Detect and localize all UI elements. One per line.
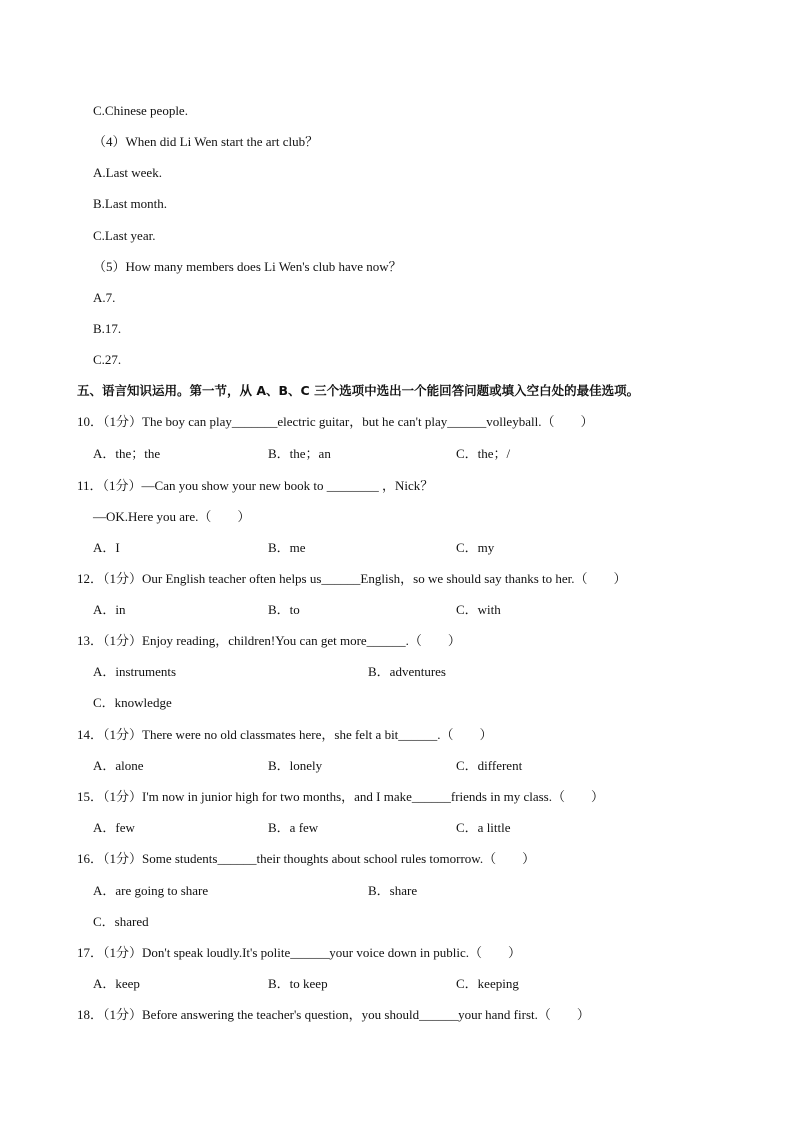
q4-stem: （4）When did Li Wen start the art club？ bbox=[93, 134, 319, 149]
q17-stem: 17．（1分）Don't speak loudly.It's polite______your voice down in public.（ ） bbox=[77, 945, 521, 960]
q16-stem: 16．（1分）Some students______their thoughts about school rules tomorrow.（ ） bbox=[77, 851, 536, 866]
q12-option-a: A．in bbox=[93, 602, 126, 617]
q13-option-c: C．knowledge bbox=[93, 695, 172, 710]
q18-stem: 18．（1分）Before answering the teacher's question，you should______your hand first.（ ） bbox=[77, 1007, 590, 1022]
q14-stem: 14．（1分）There were no old classmates here，she felt a bit______.（ ） bbox=[77, 727, 493, 742]
q13-stem: 13．（1分）Enjoy reading，children!You can get more______.（ ） bbox=[77, 633, 461, 648]
q16-option-b: B．share bbox=[368, 883, 418, 898]
q4-option-c: C.Last year. bbox=[93, 228, 156, 243]
q10-option-b: B．the；an bbox=[268, 446, 331, 461]
q11-stem: 11．（1分）—Can you show your new book to ________ ，Nick？ bbox=[77, 478, 434, 493]
q11-option-c: C．my bbox=[456, 540, 495, 555]
section-5-heading: 五、语言知识运用。第一节，从 A、B、C 三个选项中选出一个能回答问题或填入空白处的最佳选项。 bbox=[77, 383, 640, 398]
q12-stem: 12．（1分）Our English teacher often helps us______English，so we should say thanks to her.（ ） bbox=[77, 571, 627, 586]
q10-stem: 10．（1分）The boy can play_______electric guitar，but he can't play______volleyball.（ ） bbox=[77, 414, 594, 429]
q5-stem: （5）How many members does Li Wen's club have now？ bbox=[93, 259, 402, 274]
q10-option-a: A．the；the bbox=[93, 446, 161, 461]
q14-option-b: B．lonely bbox=[268, 758, 323, 773]
q16-option-c: C．shared bbox=[93, 914, 149, 929]
q13-option-a: A．instruments bbox=[93, 664, 177, 679]
q15-option-b: B．a few bbox=[268, 820, 319, 835]
q10-option-c: C．the；/ bbox=[456, 446, 511, 461]
q17-option-c: C．keeping bbox=[456, 976, 519, 991]
q14-option-a: A．alone bbox=[93, 758, 144, 773]
q17-option-b: B．to keep bbox=[268, 976, 328, 991]
q11-stem-reply: —OK.Here you are.（ ） bbox=[93, 509, 251, 524]
q17-option-a: A．keep bbox=[93, 976, 140, 991]
q3-option-c: C.Chinese people. bbox=[93, 103, 188, 118]
q15-option-a: A．few bbox=[93, 820, 135, 835]
q13-option-b: B．adventures bbox=[368, 664, 446, 679]
q16-option-a: A．are going to share bbox=[93, 883, 209, 898]
q5-option-a: A.7. bbox=[93, 290, 116, 305]
q5-option-c: C.27. bbox=[93, 352, 122, 367]
q14-option-c: C．different bbox=[456, 758, 523, 773]
q12-option-c: C．with bbox=[456, 602, 501, 617]
q12-option-b: B．to bbox=[268, 602, 300, 617]
q15-stem: 15．（1分）I'm now in junior high for two months，and I make______friends in my class.（ ） bbox=[77, 789, 604, 804]
q11-option-a: A．I bbox=[93, 540, 120, 555]
q15-option-c: C．a little bbox=[456, 820, 511, 835]
q4-option-b: B.Last month. bbox=[93, 196, 168, 211]
q11-option-b: B．me bbox=[268, 540, 306, 555]
q4-option-a: A.Last week. bbox=[93, 165, 162, 180]
q5-option-b: B.17. bbox=[93, 321, 122, 336]
